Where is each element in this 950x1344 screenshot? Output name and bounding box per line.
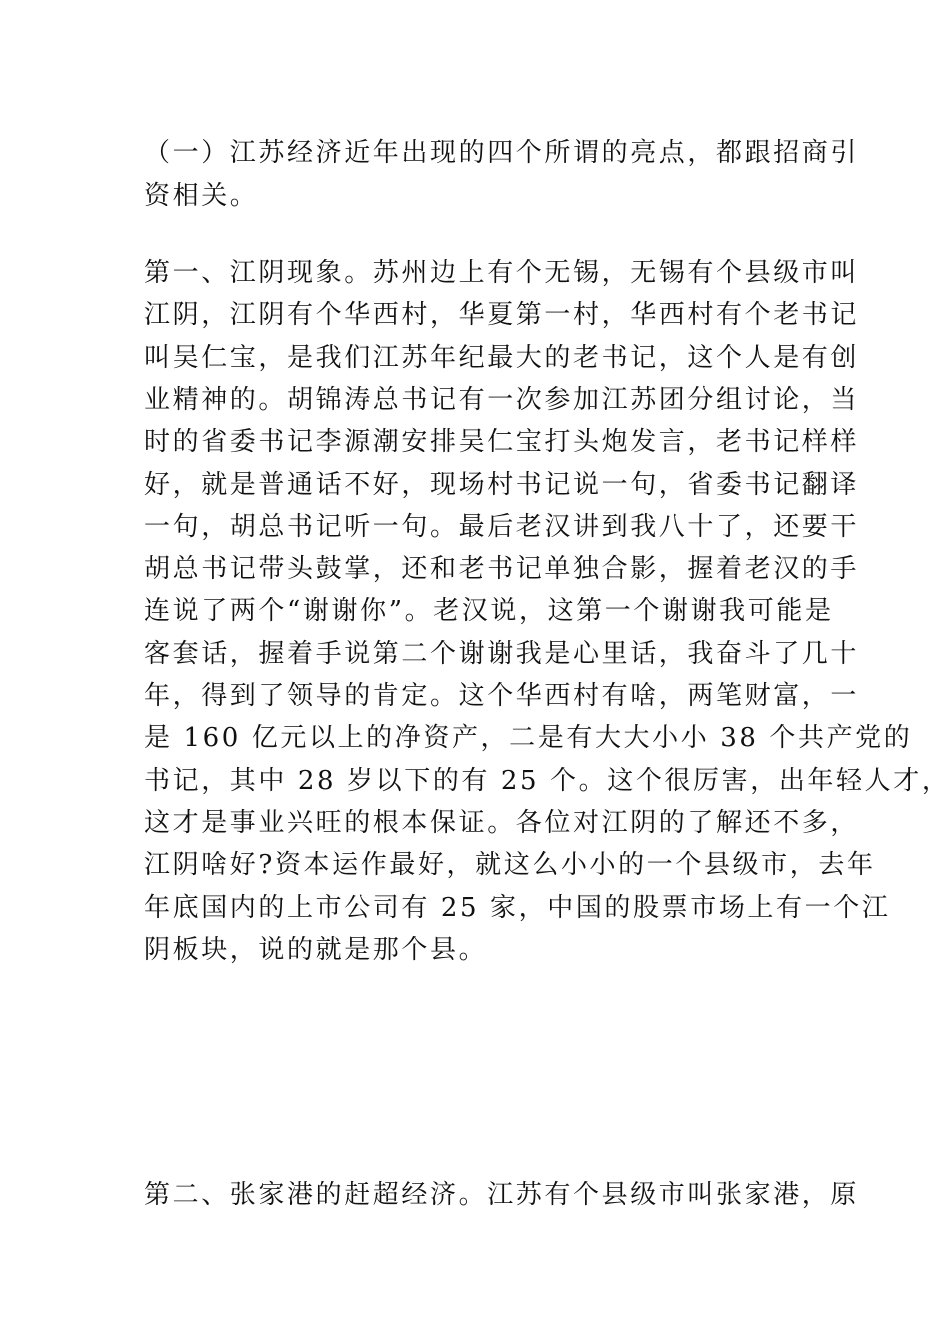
paragraph-2-line-17: 阴板块，说的就是那个县。: [144, 935, 488, 965]
paragraph-2-line-7: 一句，胡总书记听一句。最后老汉讲到我八十了，还要干: [144, 512, 860, 542]
paragraph-2-line-15: 江阴啥好?资本运作最好，就这么小小的一个县级市，去年: [144, 850, 876, 880]
paragraph-2-line-10: 客套话，握着手说第二个谢谢我是心里话，我奋斗了几十: [144, 639, 860, 669]
paragraph-2-line-1: 第一、江阴现象。苏州边上有个无锡，无锡有个县级市叫: [144, 258, 860, 288]
paragraph-2-line-3: 叫吴仁宝，是我们江苏年纪最大的老书记，这个人是有创: [144, 343, 860, 373]
paragraph-1-line-2: 资相关。: [144, 181, 259, 211]
paragraph-2-line-16: 年底国内的上市公司有 25 家，中国的股票市场上有一个江: [144, 893, 891, 923]
paragraph-2-line-14: 这才是事业兴旺的根本保证。各位对江阴的了解还不多，: [144, 808, 860, 838]
paragraph-2-line-12: 是 160 亿元以上的净资产，二是有大大小小 38 个共产党的: [144, 723, 913, 753]
paragraph-2-line-9: 连说了两个“谢谢你”。老汉说，这第一个谢谢我可能是: [144, 596, 834, 626]
paragraph-2-line-8: 胡总书记带头鼓掌，还和老书记单独合影，握着老汉的手: [144, 554, 860, 584]
paragraph-2-line-4: 业精神的。胡锦涛总书记有一次参加江苏团分组讨论，当: [144, 385, 860, 415]
paragraph-2-line-2: 江阴，江阴有个华西村，华夏第一村，华西村有个老书记: [144, 300, 860, 330]
paragraph-2-line-6: 好，就是普通话不好，现场村书记说一句，省委书记翻译: [144, 470, 860, 500]
paragraph-2-line-5: 时的省委书记李源潮安排吴仁宝打头炮发言，老书记样样: [144, 427, 860, 457]
paragraph-2-line-13: 书记，其中 28 岁以下的有 25 个。这个很厉害，出年轻人才，: [144, 766, 950, 796]
paragraph-3-line-1: 第二、张家港的赶超经济。江苏有个县级市叫张家港，原: [144, 1180, 860, 1210]
paragraph-1-line-1: （一）江苏经济近年出现的四个所谓的亮点，都跟招商引: [144, 138, 860, 168]
paragraph-2-line-11: 年，得到了领导的肯定。这个华西村有啥，两笔财富，一: [144, 681, 860, 711]
